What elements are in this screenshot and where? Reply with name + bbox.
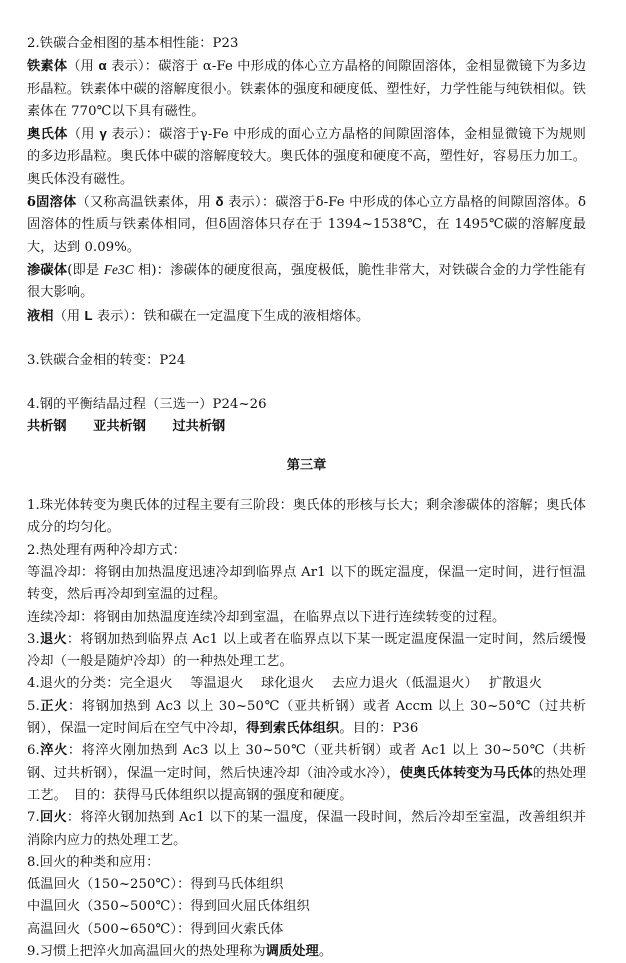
text-part: 9.习惯上把淬火加高温回火的热处理称为 (27, 943, 266, 959)
text-part: 相)：渗碳体的硬度很高，强度极低，脆性非常大，对铁碳合金的力学性能有很大影响。 (27, 262, 586, 301)
formula-fe3c: Fe3C (103, 261, 134, 277)
text-part: （用 (67, 127, 100, 143)
symbol-alpha: α (98, 58, 107, 74)
paragraph-delta-solid-solution (27, 191, 586, 259)
paragraph-cementite (27, 259, 586, 305)
text-part: ：将淬火钢加热到 Ac1 以下的某一温度，保温一段时间，然后冷却至室温，改善组织并消除内应力的热处理工艺。 (27, 810, 586, 848)
section-title-equilibrium-crystallization: 4.钢的平衡结晶过程（三选一）P24~26 (27, 397, 267, 413)
item-number: 5. (27, 698, 40, 714)
term-delta-solid-solution: δ固溶体 (27, 195, 77, 211)
term-annealing: 退火 (39, 631, 67, 647)
text-part: (即是 (67, 262, 104, 278)
steel-type-options (27, 416, 586, 438)
text-part: 表示）：碳溶于 α-Fe 中形成的体心立方晶格的间隙固溶体，金相显微镜下为多边形晶粒。铁素体中碳的溶解度很小。铁素体的强度和硬度低、塑性好，力学性能与纯铁相似。铁素体在 770℃以下具有磁性。 (27, 59, 586, 119)
term-normalizing: 正火 (39, 698, 69, 714)
item-quench-and-temper (27, 941, 586, 963)
paragraph-liquid-phase (27, 305, 586, 328)
symbol-delta: δ (215, 194, 224, 210)
term-tempering: 回火 (39, 810, 67, 826)
term-cementite: 渗碳体 (27, 262, 68, 278)
option-hypereutectoid-steel: 过共析钢 (172, 419, 226, 435)
text-part: ：将钢加热到临界点 Ac1 以上或者在临界点以下某一既定温度保温一定时间，然后缓慢冷却（一般是随炉冷却）的一种热处理工艺。 (27, 631, 586, 670)
emphasis-quench-temper: 调质处理 (265, 943, 319, 959)
item-cooling-methods: 2.热处理有两种冷却方式： (27, 542, 186, 558)
section-title-phase-transformation: 3.铁碳合金相的转变：P24 (27, 352, 186, 368)
symbol-gamma: γ (99, 126, 107, 142)
item-low-temp-tempering: 低温回火（150~250℃）：得到马氏体组织 (27, 877, 284, 893)
text-part: 的热处理工艺。 目的：获得马氏体组织以提高钢的强度和硬度。 (27, 765, 587, 803)
option-hypoeutectoid-steel: 亚共析钢 (93, 419, 146, 435)
spacer (27, 328, 586, 350)
emphasis-martensite: 使奥氏体转变为马氏体 (399, 765, 533, 781)
term-austenite: 奥氏体 (27, 127, 68, 143)
term-liquid-phase: 液相 (27, 308, 54, 324)
item-pearlite-to-austenite: 1.珠光体转变为奥氏体的过程主要有三阶段：奥氏体的形核与长大；剩余渗碳体的溶解；奥氏体成分的均匀化。 (27, 498, 586, 536)
paragraph-ferrite (27, 55, 586, 123)
text-part: （又称高温铁素体，用 (76, 195, 216, 211)
emphasis-sorbite: 得到索氏体组织 (246, 721, 340, 737)
spacer (27, 372, 586, 394)
item-tempering (27, 807, 586, 852)
text-part: 表示）：碳溶于δ-Fe 中形成的体心立方晶格的间隙固溶体。δ固溶体的性质与铁素体相同，但δ固溶体只存在于 1394~1538℃，在 1495℃碳的溶解度最大，达到 0.09%。 (27, 195, 586, 255)
text-part: 。 (318, 943, 333, 959)
text-part: ：将钢加热到 Ac3 以上 30~50℃（亚共析钢）或者 Accm 以上 30~50℃（过共析钢），保温一定时间后在空气中冷却， (27, 698, 586, 737)
item-annealing-types: 4.退火的分类：完全退火 等温退火 球化退火 去应力退火（低温退火） 扩散退火 (27, 676, 542, 692)
item-annealing (27, 629, 586, 674)
text-part: 。目的：P36 (339, 721, 419, 737)
text-part: 表示）：碳溶于γ-Fe 中形成的面心立方晶格的间隙固溶体，金相显微镜下为规则的多边形晶粒。奥氏体中碳的溶解度较大。奥氏体的强度和硬度不高，塑性好，容易压力加工。奥氏体没有磁性。 (27, 127, 586, 187)
item-number: 6. (27, 743, 40, 759)
item-quenching (27, 740, 586, 807)
item-high-temp-tempering: 高温回火（500~650℃）：得到回火索氏体 (27, 921, 284, 937)
item-tempering-types: 8.回火的种类和应用： (27, 854, 160, 870)
item-number: 3. (27, 631, 40, 647)
paragraph-austenite (27, 123, 586, 191)
term-ferrite: 铁素体 (27, 59, 68, 75)
option-eutectoid-steel: 共析钢 (27, 419, 67, 435)
item-continuous-cooling: 连续冷却：将钢由加热温度连续冷却到室温，在临界点以下进行连续转变的过程。 (27, 609, 506, 625)
symbol-l: L (84, 307, 93, 323)
item-normalizing (27, 696, 586, 741)
chapter-heading: 第三章 (286, 457, 327, 473)
text-part: 表示）：铁和碳在一定温度下生成的液相熔体。 (92, 308, 370, 324)
term-quenching: 淬火 (39, 743, 68, 759)
item-number: 7. (27, 810, 40, 826)
text-part: （用 (53, 308, 85, 324)
text-part: ：将淬火刚加热到 Ac3 以上 30~50℃（亚共析钢）或者 Ac1 以上 30~50℃（共析钢、过共析钢），保温一定时间，然后快速冷却（油冷或水冷）， (27, 743, 586, 781)
section-title-phase-properties: 2.铁碳合金相图的基本相性能：P23 (27, 36, 239, 51)
text-part: （用 (67, 59, 99, 75)
item-isothermal-cooling: 等温冷却：将钢由加热温度迅速冷却到临界点 Ar1 以下的既定温度，保温一定时间，进行恒温转变，然后再冷却到室温的过程。 (27, 564, 586, 603)
item-mid-temp-tempering: 中温回火（350~500℃）：得到回火屈氏体组织 (27, 899, 310, 915)
